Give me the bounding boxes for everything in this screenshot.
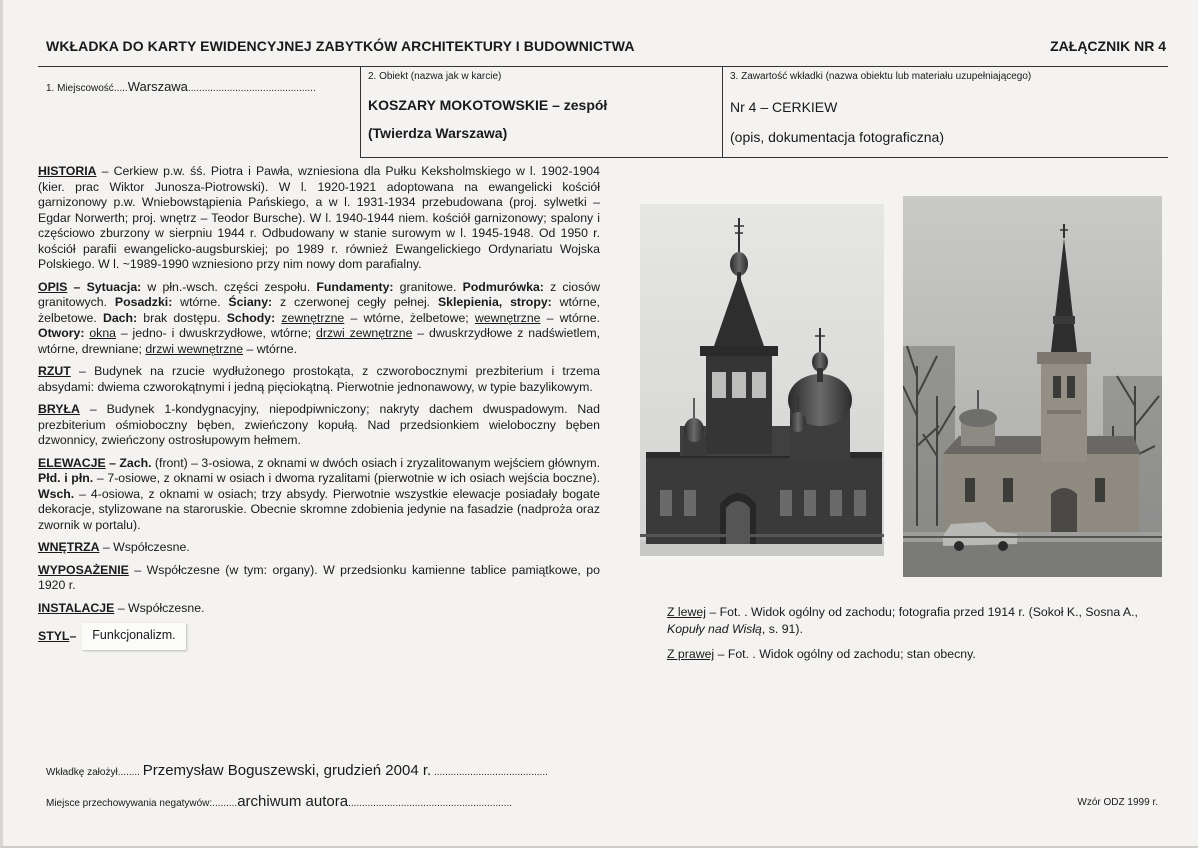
sytuacja-text: w płn.-wsch. części zespołu. [141,279,317,294]
zach-text: (front) – 3-osiowa, z oknami w dwóch osiach i zryzalitowanym wejściem głównym. [151,455,600,470]
section-elewacje [38,456,600,534]
section-bryla [38,402,600,449]
object-label: 2. Obiekt (nazwa jak w karcie) [368,71,502,82]
historia-label: HISTORIA [38,164,97,178]
schody-wewnetrzne-text: – wtórne. [540,310,600,325]
author-line: Wkładkę założył........ Przemysław Boguszewski, grudzień 2004 r. ......................................... [46,762,548,779]
okna-text: – jedno- i dwuskrzydłowe, wtórne; [116,326,317,340]
locality-value: Warszawa [127,79,188,94]
storage-label: Miejsce przechowywania negatywów: [46,798,213,809]
rzut-text: – Budynek na rzucie wydłużonego prostokąta, z czworobocznymi prezbiterium i trzema absydami: dwiema czworokątnymi i jedną pięciokątną. Pierwotnie jednonawowy, w typie bazylikowym. [38,364,600,394]
object-subname: (Twierdza Warszawa) [368,125,508,141]
schody-zewnetrzne: zewnętrzne [281,310,345,325]
locality-field: 1. Miejscowość.....Warszawa.............................................. [46,79,316,94]
styl-dash: – [69,628,77,643]
current-church-photo [903,196,1162,577]
object-name: KOSZARY MOKOTOWSKIE – zespół [368,97,608,113]
content-label: 3. Zawartość wkładki (nazwa obiektu lub materiału uzupełniającego) [730,71,1032,82]
form-template-number: Wzór ODZ 1999 r. [1077,797,1158,808]
section-historia [38,164,600,273]
wyposazenie-label: WYPOSAŻENIE [38,562,129,577]
section-rzut [38,364,600,395]
fundamenty-text: granitowe. [393,279,463,294]
drzwi-wewnetrzne-text: – wtórne. [243,341,298,356]
document-title: WKŁADKA DO KARTY EWIDENCYJNEJ ZABYTKÓW ARCHITEKTURY I BUDOWNICTWA [46,38,635,54]
pld-text: – 7-osiowe, z oknami w osiach i dwoma ryzalitami (pierwotnie w ich osiach wejścia boczne). [93,471,600,485]
section-wnetrza [38,540,600,556]
dach-text: brak dostępu. [137,310,227,325]
opis-dash: – [67,279,87,294]
sciany-text: z czerwonej cegły pełnej. [272,295,438,309]
caption-left-end: , s. 91). [761,622,803,636]
rzut-label: RZUT [38,364,71,378]
podmurowka-text: z ciosów granitowych. [38,279,600,309]
locality-label: 1. Miejscowość [46,83,114,94]
description-text [38,164,600,650]
section-styl [38,623,600,650]
otwory-okna: okna [89,326,116,340]
wnetrza-text: – Współczesne. [99,540,190,554]
wsch-text: – 4-osiowa, z oknami w osiach; trzy absydy. Pierwotnie wszystkie elewacje posiadały bogate dekoracje, stylizowane na staroruskie. Obecnie skromne zdobienia jedynie na fasadzie (nadproża oraz zwornik w portalu). [38,486,600,532]
zach-label: Zach. [119,455,152,470]
elewacje-label: ELEWACJE [38,455,106,470]
section-instalacje [38,601,600,617]
elewacje-dash: – [105,455,120,470]
caption-left [667,604,1162,638]
schody-label: Schody: [226,310,276,325]
header-fields-table [38,66,1168,159]
instalacje-text: – Współczesne. [114,600,205,615]
author-value: Przemysław Boguszewski, grudzień 2004 r. [142,762,432,779]
photo-captions [667,604,1162,671]
caption-right-label: Z prawej [667,647,715,661]
sklepienia-text: wtórne, żelbetowe. [38,295,600,325]
wyposazenie-text: – Współczesne (w tym: organy). W przedsionku kamienne tablice pamiątkowe, po 1920 r. [38,562,600,592]
old-orthodox-church-photo [640,204,884,556]
styl-value: Funkcjonalizm. [82,623,185,650]
drzwi-wewnetrzne: drzwi wewnętrzne [145,341,244,356]
caption-right-text: – Fot. . Widok ogólny od zachodu; stan obecny. [714,647,976,661]
content-title: Nr 4 – CERKIEW [730,99,838,115]
bryla-label: BRYŁA [38,402,80,416]
section-wyposazenie [38,563,600,594]
drzwi-zewnetrzne: drzwi zewnętrzne [316,326,413,340]
caption-left-source: Kopuły nad Wisłą [667,622,762,636]
drzwi-zewnetrzne-text: – dwuskrzydłowe z nadświetlem, wtórne, drewniane; [38,326,601,356]
row-divider [360,157,1168,158]
schody-wewnetrzne: wewnętrzne [474,310,541,325]
historia-text: – Cerkiew p.w. śś. Piotra i Pawła, wzniesiona dla Pułku Keksholmskiego w l. 1902-1904 (kier. prac Wiktor Junosza-Piotrowski). W l. 1920-1921 adoptowana na ewangelicki kościół garnizonowy p.w. Wniebowstąpienia Pańskiego, a w l. 1931-1934 przebudowana (proj. sylwetki – Egdar Norwerth; proj. wnętrz – Teodor Bursche). W l. 1940-1944 niem. kościół garnizonowy; spalony i częściowo zburzony w sierpniu 1944 r. Odbudowany w stanie surowym w l. 1945-1948. Od 1950 r. kościół parafii ewangelicko-augsburskiej; po 1989 r. również Ewangelickiego Ordynariatu Wojska Polskiego. W l. ~1989-1990 wzniesiono przy nim nowy dom parafialny. [38,164,600,271]
instalacje-label: INSTALACJE [38,600,115,615]
dach-label: Dach: [102,310,138,325]
annex-number: ZAŁĄCZNIK NR 4 [1050,38,1166,54]
pld-label: Płd. i płn. [38,471,94,485]
podmurowka-label: Podmurówka: [462,279,544,294]
sciany-label: Ściany: [228,295,273,309]
column-divider [722,67,723,157]
styl-label: STYL [38,628,70,643]
content-subtitle: (opis, dokumentacja fotograficzna) [730,129,944,145]
sklepienia-label: Sklepienia, stropy: [437,295,552,309]
otwory-label: Otwory: [38,326,85,340]
bryla-text: – Budynek 1-kondygnacyjny, niepodpiwniczony; nakryty dachem dwuspadowym. Nad prezbiterium ośmioboczny bęben, zwieńczony kopułą. Nad przedsionkiem wieloboczny bęben dzwonnicy, zwieńczony ostrosłupowym hełmem. [38,402,600,447]
section-opis [38,280,600,358]
fundamenty-label: Fundamenty: [316,279,394,294]
wsch-label: Wsch. [38,486,75,501]
caption-left-text: – Fot. . Widok ogólny od zachodu; fotografia przed 1914 r. (Sokoł K., Sosna A., [705,605,1138,619]
caption-right [667,646,1162,663]
posadzki-text: wtórne. [172,295,229,309]
wnetrza-label: WNĘTRZA [38,540,100,554]
sytuacja-label: Sytuacja: [86,279,142,294]
author-label: Wkładkę założył [46,767,118,778]
posadzki-label: Posadzki: [114,295,173,309]
opis-label: OPIS [38,279,68,294]
schody-zewnetrzne-text: – wtórne, żelbetowe; [344,310,475,325]
storage-line: Miejsce przechowywania negatywów:.........archiwum autora........................................................... [46,793,513,810]
caption-left-label: Z lewej [667,605,706,619]
column-divider [360,67,361,157]
storage-value: archiwum autora [237,793,349,810]
